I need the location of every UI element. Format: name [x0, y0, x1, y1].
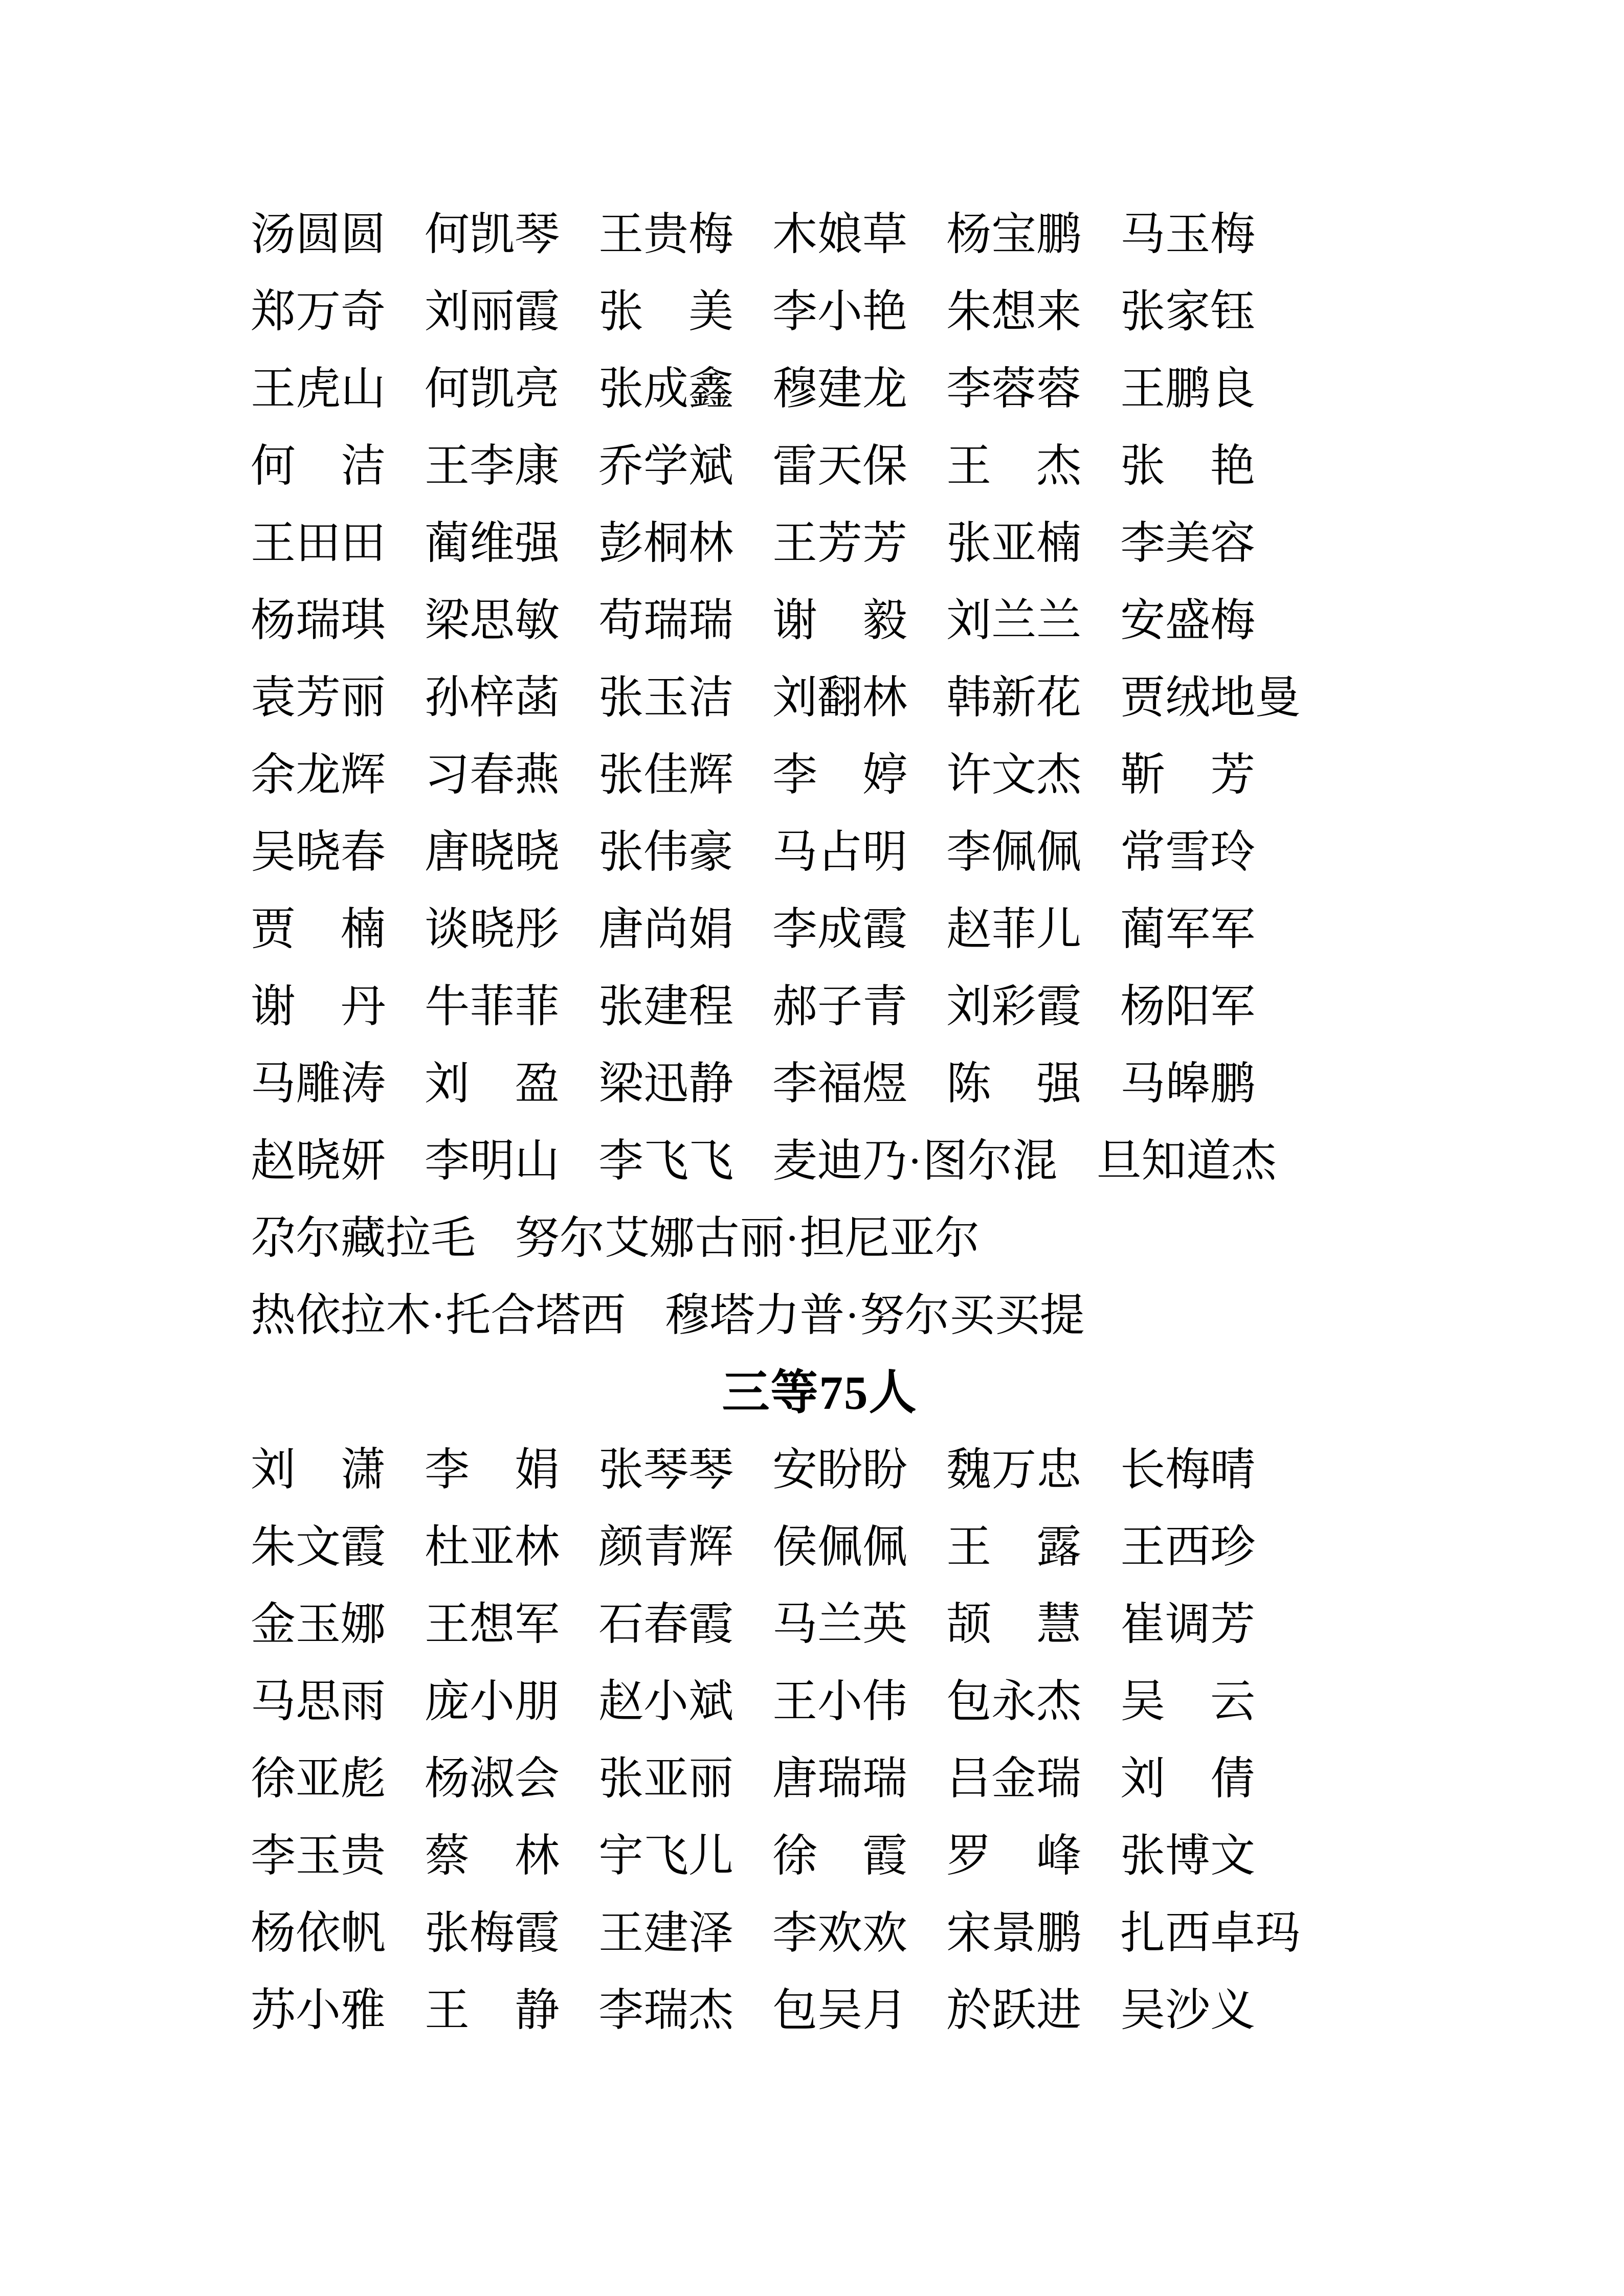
person-name: 何凯琴	[425, 210, 560, 260]
name-list-section-top	[251, 196, 1389, 1355]
name-row	[251, 1200, 1389, 1277]
person-name: 安盼盼	[772, 1446, 908, 1495]
person-name: 谈晓彤	[425, 905, 560, 955]
person-name: 刘彩霞	[946, 982, 1082, 1032]
name-row	[251, 1741, 1389, 1818]
name-list-section-bottom	[251, 1432, 1389, 2050]
person-name: 张 艳	[1120, 442, 1256, 491]
person-name: 吴沙义	[1120, 1986, 1256, 2036]
person-name: 李欢欢	[772, 1909, 908, 1959]
person-name: 热依拉木·托合塔西	[251, 1291, 626, 1341]
person-name: 郝子青	[772, 982, 908, 1032]
name-row	[251, 1972, 1389, 2050]
person-name: 张博文	[1120, 1832, 1256, 1881]
person-name: 刘兰兰	[946, 596, 1082, 646]
person-name: 彭桐林	[598, 519, 734, 569]
person-name: 杨阳军	[1120, 982, 1256, 1032]
person-name: 何 洁	[251, 442, 386, 491]
person-name: 魏万忠	[946, 1446, 1082, 1495]
name-row	[251, 814, 1389, 891]
name-row	[251, 1123, 1389, 1200]
name-row	[251, 891, 1389, 969]
person-name: 韩新花	[946, 673, 1082, 723]
person-name: 张玉洁	[598, 673, 734, 723]
person-name: 李小艳	[772, 287, 908, 337]
page-content	[251, 196, 1389, 2050]
person-name: 张伟豪	[598, 828, 734, 877]
person-name: 旦知道杰	[1096, 1137, 1277, 1186]
person-name: 马占明	[772, 828, 908, 877]
person-name: 马玉梅	[1120, 210, 1256, 260]
person-name: 王虎山	[251, 365, 386, 414]
person-name: 蔺军军	[1120, 905, 1256, 955]
person-name: 石春霞	[598, 1600, 734, 1650]
person-name: 张亚楠	[946, 519, 1082, 569]
name-row	[251, 1818, 1389, 1895]
person-name: 乔学斌	[598, 442, 734, 491]
person-name: 李蓉蓉	[946, 365, 1082, 414]
person-name: 吕金瑞	[946, 1754, 1082, 1804]
person-name: 赵晓妍	[251, 1137, 386, 1186]
person-name: 於跃进	[946, 1986, 1082, 2036]
person-name: 李 娟	[425, 1446, 560, 1495]
person-name: 安盛梅	[1120, 596, 1256, 646]
person-name: 张佳辉	[598, 751, 734, 800]
person-name: 王 露	[946, 1523, 1082, 1572]
person-name: 吴 云	[1120, 1677, 1256, 1727]
person-name: 庞小朋	[425, 1677, 560, 1727]
person-name: 徐亚彪	[251, 1754, 386, 1804]
name-row	[251, 1046, 1389, 1123]
person-name: 宋景鹏	[946, 1909, 1082, 1959]
person-name: 马兰英	[772, 1600, 908, 1650]
person-name: 杜亚林	[425, 1523, 560, 1572]
person-name: 王 杰	[946, 442, 1082, 491]
person-name: 贾 楠	[251, 905, 386, 955]
person-name: 穆塔力普·努尔买买提	[664, 1291, 1085, 1341]
person-name: 张 美	[598, 287, 734, 337]
person-name: 杨淑会	[425, 1754, 560, 1804]
person-name: 靳 芳	[1120, 751, 1256, 800]
person-name: 穆建龙	[772, 365, 908, 414]
person-name: 梁迅静	[598, 1060, 734, 1109]
name-row	[251, 1663, 1389, 1741]
person-name: 孙梓菡	[425, 673, 560, 723]
person-name: 崔调芳	[1120, 1600, 1256, 1650]
person-name: 李佩佩	[946, 828, 1082, 877]
person-name: 刘丽霞	[425, 287, 560, 337]
person-name: 李成霞	[772, 905, 908, 955]
person-name: 蔺维强	[425, 519, 560, 569]
person-name: 杨宝鹏	[946, 210, 1082, 260]
name-row	[251, 660, 1389, 737]
person-name: 马思雨	[251, 1677, 386, 1727]
name-row	[251, 737, 1389, 814]
person-name: 扎西卓玛	[1120, 1909, 1301, 1959]
person-name: 常雪玲	[1120, 828, 1256, 877]
person-name: 吴晓春	[251, 828, 386, 877]
person-name: 李飞飞	[598, 1137, 734, 1186]
person-name: 谢 丹	[251, 982, 386, 1032]
name-row	[251, 351, 1389, 428]
person-name: 王西珍	[1120, 1523, 1256, 1572]
name-row	[251, 582, 1389, 660]
person-name: 郑万奇	[251, 287, 386, 337]
name-row	[251, 1277, 1389, 1355]
person-name: 张琴琴	[598, 1446, 734, 1495]
person-name: 袁芳丽	[251, 673, 386, 723]
person-name: 王 静	[425, 1986, 560, 2036]
person-name: 杨瑞琪	[251, 596, 386, 646]
person-name: 朱文霞	[251, 1523, 386, 1572]
person-name: 朱想来	[946, 287, 1082, 337]
person-name: 王鹏良	[1120, 365, 1256, 414]
person-name: 马皞鹏	[1120, 1060, 1256, 1109]
person-name: 马雕涛	[251, 1060, 386, 1109]
person-name: 唐晓晓	[425, 828, 560, 877]
name-row	[251, 505, 1389, 582]
person-name: 徐 霞	[772, 1832, 908, 1881]
person-name: 谢 毅	[772, 596, 908, 646]
person-name: 李玉贵	[251, 1832, 386, 1881]
person-name: 罗 峰	[946, 1832, 1082, 1881]
person-name: 李福煜	[772, 1060, 908, 1109]
section-heading: 三等75人	[722, 1367, 918, 1420]
person-name: 木娘草	[772, 210, 908, 260]
person-name: 李美容	[1120, 519, 1256, 569]
person-name: 颉 慧	[946, 1600, 1082, 1650]
person-name: 刘 盈	[425, 1060, 560, 1109]
person-name: 王贵梅	[598, 210, 734, 260]
person-name: 李瑞杰	[598, 1986, 734, 2036]
person-name: 王建泽	[598, 1909, 734, 1959]
person-name: 王想军	[425, 1600, 560, 1650]
person-name: 李明山	[425, 1137, 560, 1186]
person-name: 张建程	[598, 982, 734, 1032]
person-name: 许文杰	[946, 751, 1082, 800]
person-name: 习春燕	[425, 751, 560, 800]
person-name: 唐尚娟	[598, 905, 734, 955]
person-name: 张家钰	[1120, 287, 1256, 337]
person-name: 牛菲菲	[425, 982, 560, 1032]
person-name: 张成鑫	[598, 365, 734, 414]
person-name: 长梅晴	[1120, 1446, 1256, 1495]
person-name: 梁思敏	[425, 596, 560, 646]
person-name: 赵菲儿	[946, 905, 1082, 955]
person-name: 何凯亮	[425, 365, 560, 414]
person-name: 张亚丽	[598, 1754, 734, 1804]
person-name: 包永杰	[946, 1677, 1082, 1727]
name-row	[251, 196, 1389, 274]
person-name: 王李康	[425, 442, 560, 491]
name-row	[251, 969, 1389, 1046]
person-name: 王芳芳	[772, 519, 908, 569]
person-name: 赵小斌	[598, 1677, 734, 1727]
person-name: 苏小雅	[251, 1986, 386, 2036]
name-row	[251, 1432, 1389, 1509]
person-name: 蔡 林	[425, 1832, 560, 1881]
person-name: 雷天保	[772, 442, 908, 491]
person-name: 宇飞儿	[598, 1832, 734, 1881]
person-name: 李 婷	[772, 751, 908, 800]
name-row	[251, 1509, 1389, 1586]
person-name: 金玉娜	[251, 1600, 386, 1650]
person-name: 努尔艾娜古丽·担尼亚尔	[515, 1214, 980, 1264]
person-name: 唐瑞瑞	[772, 1754, 908, 1804]
person-name: 刘 潇	[251, 1446, 386, 1495]
person-name: 陈 强	[946, 1060, 1082, 1109]
name-row	[251, 428, 1389, 505]
person-name: 包吴月	[772, 1986, 908, 2036]
person-name: 麦迪乃·图尔混	[772, 1137, 1058, 1186]
name-row	[251, 1895, 1389, 1972]
person-name: 颜青辉	[598, 1523, 734, 1572]
person-name: 张梅霞	[425, 1909, 560, 1959]
person-name: 苟瑞瑞	[598, 596, 734, 646]
person-name: 汤圆圆	[251, 210, 386, 260]
name-row	[251, 1586, 1389, 1663]
person-name: 余龙辉	[251, 751, 386, 800]
person-name: 刘翻林	[772, 673, 908, 723]
person-name: 刘 倩	[1120, 1754, 1256, 1804]
person-name: 王小伟	[772, 1677, 908, 1727]
name-row	[251, 274, 1389, 351]
person-name: 王田田	[251, 519, 386, 569]
person-name: 杨依帆	[251, 1909, 386, 1959]
person-name: 尕尔藏拉毛	[251, 1214, 476, 1264]
person-name: 贾绒地曼	[1120, 673, 1301, 723]
person-name: 侯佩佩	[772, 1523, 908, 1572]
